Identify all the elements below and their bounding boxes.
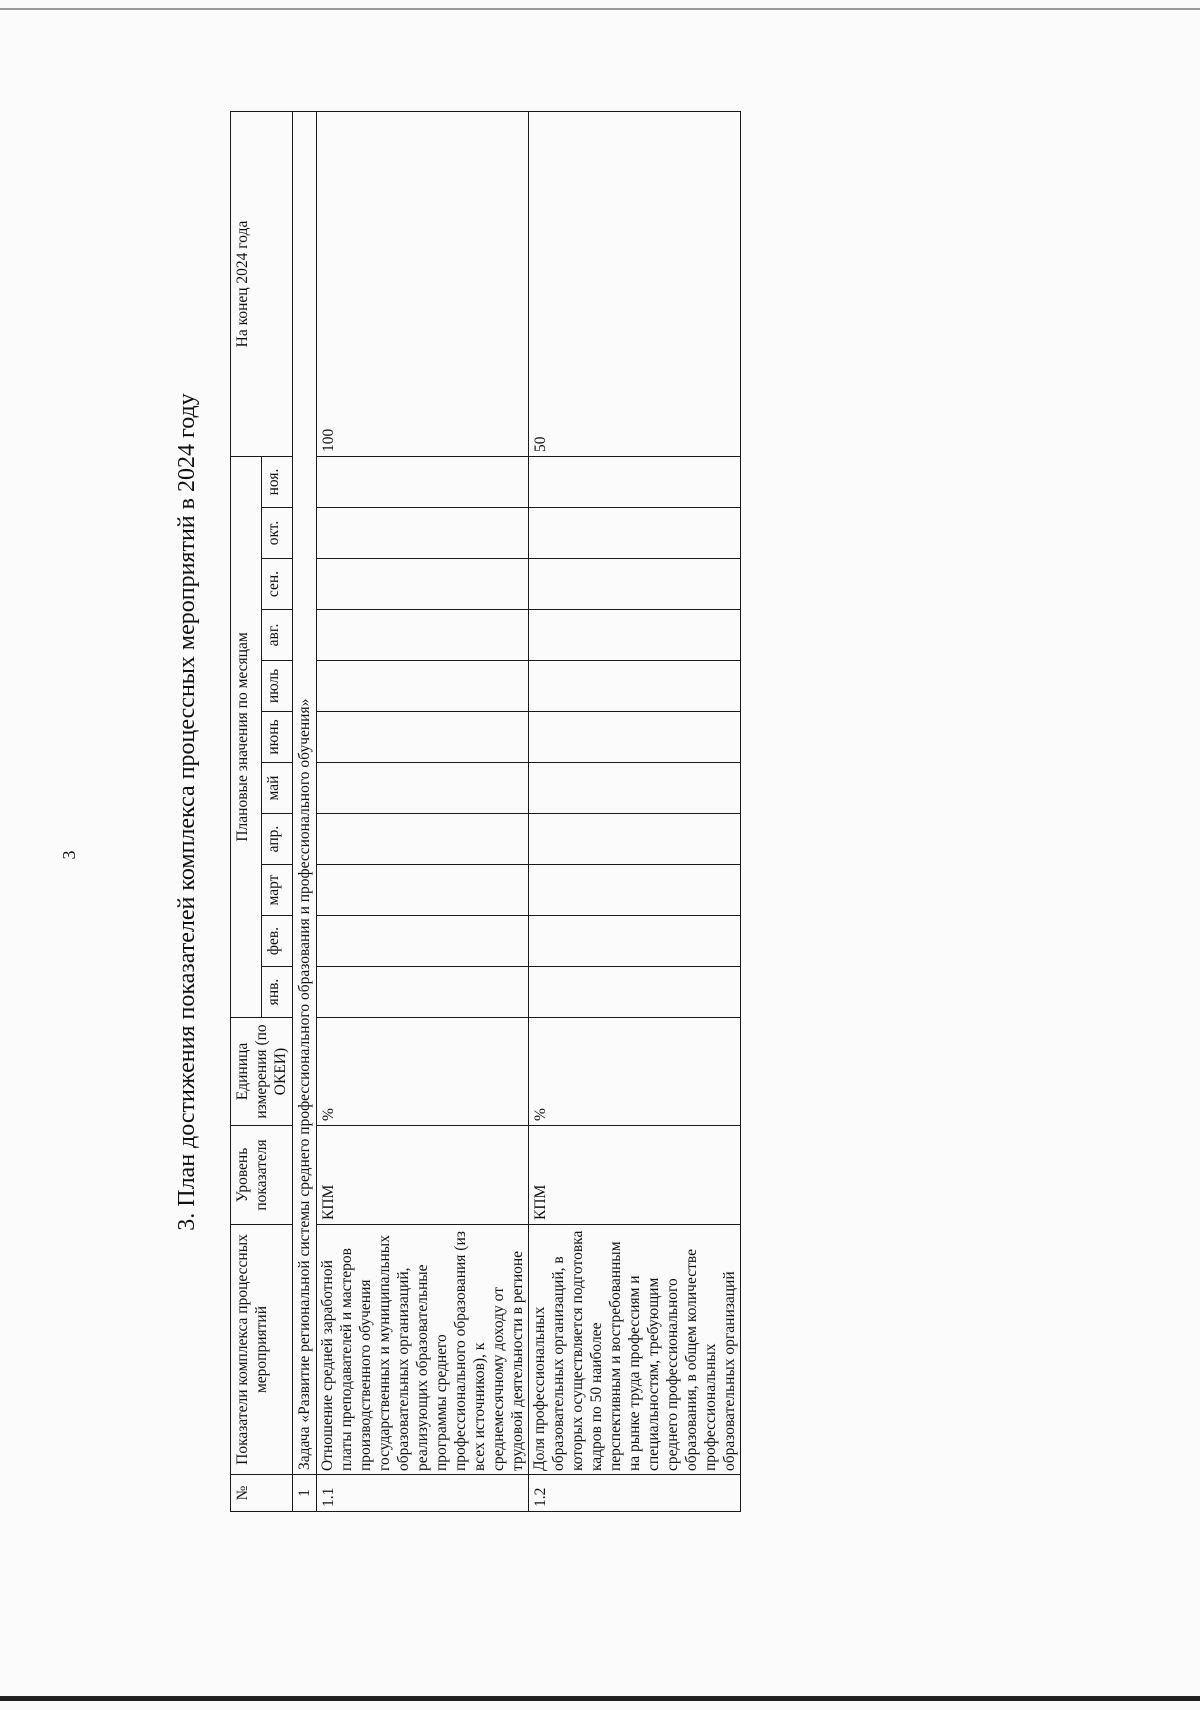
col-header-level: Уровень показателя [231, 1126, 293, 1225]
row-num: 1.2 [529, 1475, 741, 1512]
month-header: фев. [262, 916, 293, 967]
month-cell [529, 457, 741, 508]
month-header: июль [262, 661, 293, 712]
month-cell [529, 712, 741, 763]
row-year-end: 100 [317, 112, 529, 457]
col-header-num: № [231, 1475, 293, 1512]
plan-table [230, 111, 741, 1512]
month-cell [317, 865, 529, 916]
row-indicator-name: Отношение средней заработной платы преподавателей и мастеров производственного обучения государственных и муниципальных образовательных организаций, реализующих образовательные программы среднего профессионального образования (из всех источников), к среднемесячному доходу от трудовой деятельности в регионе [317, 1225, 529, 1475]
rotated-page-content [165, 112, 745, 1512]
month-header: окт. [262, 508, 293, 559]
row-num: 1.1 [317, 1475, 529, 1512]
document-title: 3. План достижения показателей комплекса процессных мероприятий в 2024 году [174, 393, 200, 1231]
row-year-end: 50 [529, 112, 741, 457]
month-header: март [262, 865, 293, 916]
month-cell [317, 763, 529, 814]
month-cell [529, 610, 741, 661]
month-cell [317, 508, 529, 559]
table-row [529, 112, 741, 1512]
month-header: май [262, 763, 293, 814]
month-header: ноя. [262, 457, 293, 508]
row-indicator-name: Доля профессиональных образовательных организаций, в которых осуществляется подготовка кадров по 50 наиболее перспективным и востребованным на рынке труда профессиям и специальностям, требующим среднего профессионального образования, в общем количестве профессиональных образовательных организаций [529, 1225, 741, 1475]
month-cell [317, 814, 529, 865]
scan-top-edge [0, 8, 1200, 10]
task-num: 1 [293, 1475, 317, 1512]
month-header: июнь [262, 712, 293, 763]
scan-bottom-edge [0, 1696, 1200, 1701]
page-number: 3 [59, 850, 79, 860]
row-unit: % [529, 1018, 741, 1126]
month-cell [529, 559, 741, 610]
month-cell [529, 763, 741, 814]
month-cell [529, 865, 741, 916]
month-cell [529, 916, 741, 967]
month-header: янв. [262, 967, 293, 1018]
month-cell [529, 814, 741, 865]
month-cell [529, 508, 741, 559]
row-level: КПМ [317, 1126, 529, 1225]
col-header-indicator: Показатели комплекса процессных мероприятий [231, 1225, 293, 1475]
month-cell [317, 559, 529, 610]
month-cell [529, 661, 741, 712]
row-unit: % [317, 1018, 529, 1126]
task-row [293, 112, 317, 1512]
table-row [317, 112, 529, 1512]
month-header: сен. [262, 559, 293, 610]
month-cell [317, 610, 529, 661]
month-cell [317, 967, 529, 1018]
month-header: авг. [262, 610, 293, 661]
month-cell [317, 661, 529, 712]
month-cell [317, 916, 529, 967]
month-cell [317, 457, 529, 508]
month-cell [317, 712, 529, 763]
task-text: Задача «Развитие региональной системы среднего профессионального образования и профессионального обучения» [293, 112, 317, 1475]
header-row [231, 112, 262, 1512]
month-header: апр. [262, 814, 293, 865]
month-cell [529, 967, 741, 1018]
col-header-year-end: На конец 2024 года [231, 112, 293, 457]
col-header-plan-group: Плановые значения по месяцам [231, 457, 262, 1018]
col-header-unit: Единица измерения (по ОКЕИ) [231, 1018, 293, 1126]
row-level: КПМ [529, 1126, 741, 1225]
